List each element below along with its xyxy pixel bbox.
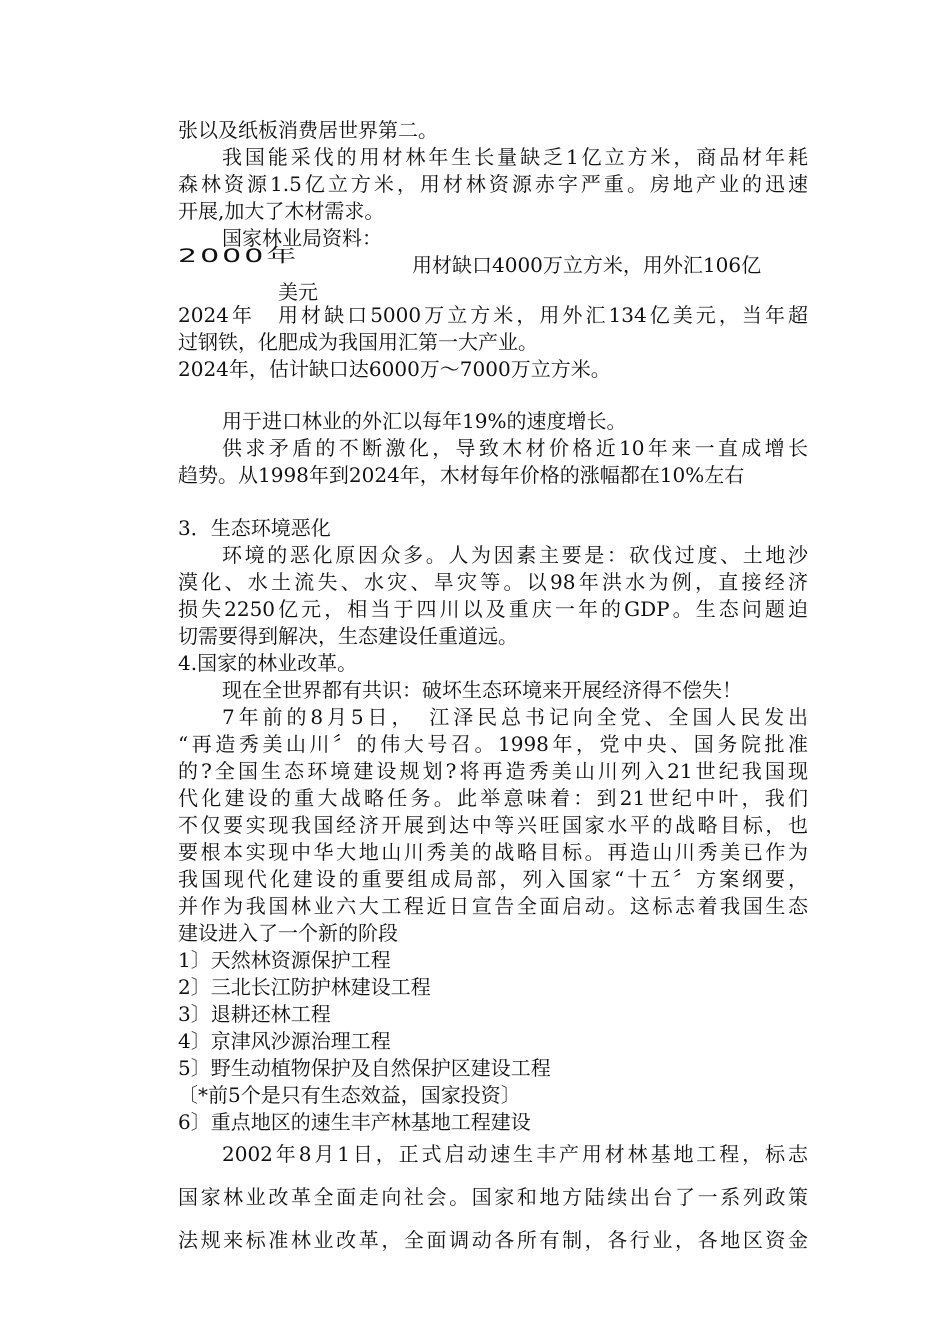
section-heading: 4.国家的林业改革。 xyxy=(178,651,358,675)
list-item: 4〕京津风沙源治理工程 xyxy=(178,1029,391,1053)
text-line: “再造秀美山川〞的伟大号召。1998年，党中央、国务院批准 xyxy=(178,732,808,756)
paragraph-first-line: 环境的恶化原因众多。人为因素主要是：砍伐过度、土地沙 xyxy=(222,543,808,567)
text-line: 要根本实现中华大地山川秀美的战略目标。再造山川秀美已作为 xyxy=(178,840,808,864)
text-line: 代化建设的重大战略任务。此举意味着：到21世纪中叶，我们 xyxy=(178,786,808,810)
text-line: 漠化、水土流失、水灾、旱灾等。以98年洪水为例，直接经济 xyxy=(178,570,808,594)
text-line: 不仅要实现我国经济开展到达中等兴旺国家水平的战略目标，也 xyxy=(178,813,808,837)
text-line: 损失2250亿元，相当于四川以及重庆一年的GDP。生态问题迫 xyxy=(178,597,808,621)
text-line: 建设进入了一个新的阶段 xyxy=(178,921,398,945)
text-line: 国家林业局资料： xyxy=(222,226,382,250)
list-item: 2〕三北长江防护林建设工程 xyxy=(178,975,431,999)
text-line: 我国现代化建设的重要组成局部，列入国家“十五〞方案纲要， xyxy=(178,867,808,891)
text-line: 法规来标准林业改革，全面调动各所有制，各行业，各地区资金 xyxy=(178,1228,808,1252)
text-line: 用材缺口4000万立方米，用外汇106亿 xyxy=(412,253,762,277)
text-line: 开展,加大了木材需求。 xyxy=(178,199,385,223)
text-line: 用于进口林业的外汇以每年19%的速度增长。 xyxy=(222,409,627,433)
text-line: 过钢铁，化肥成为我国用汇第一大产业。 xyxy=(178,330,538,354)
text-line: 2024年 用材缺口5000万立方米，用外汇134亿美元，当年超 xyxy=(178,303,808,327)
list-item: 1〕天然林资源保护工程 xyxy=(178,948,391,972)
list-item: 6〕重点地区的速生丰产林基地工程建设 xyxy=(178,1110,531,1134)
list-item: 5〕野生动植物保护及自然保护区建设工程 xyxy=(178,1056,551,1080)
text-line: 并作为我国林业六大工程近日宣告全面启动。这标志着我国生态 xyxy=(178,894,808,918)
text-line: 2024年，估计缺口达6000万～7000万立方米。 xyxy=(178,357,611,381)
paragraph-first-line: 7年前的8月5日， 江泽民总书记向全党、全国人民发出 xyxy=(222,705,808,729)
text-line: 张以及纸板消费居世界第二。 xyxy=(178,118,438,142)
text-line: 美元 xyxy=(278,280,318,304)
paragraph-first-line: 我国能采伐的用材林年生长量缺乏1亿立方米，商品材年耗 xyxy=(222,145,808,169)
text-line: 趋势。从1998年到2024年，木材每年价格的涨幅都在10%左右 xyxy=(178,463,745,487)
list-note: 〔*前5个是只有生态效益，国家投资〕 xyxy=(178,1083,521,1107)
text-line: 森林资源1.5亿立方米，用材林资源赤字严重。房地产业的迅速 xyxy=(178,172,808,196)
text-line: 的?全国生态环境建设规划?将再造秀美山川列入21世纪我国现 xyxy=(178,759,808,783)
section-heading: 3．生态环境恶化 xyxy=(178,516,331,540)
paragraph-first-line: 2002年8月1日，正式启动速生丰产用材林基地工程，标志 xyxy=(222,1142,808,1166)
list-item: 3〕退耕还林工程 xyxy=(178,1002,331,1026)
text-line: 切需要得到解决，生态建设任重道远。 xyxy=(178,624,518,648)
year-heading-2000: 2000年 xyxy=(178,245,300,267)
text-line: 现在全世界都有共识：破坏生态环境来开展经济得不偿失！ xyxy=(222,678,742,702)
paragraph-first-line: 供求矛盾的不断激化，导致木材价格近10年来一直成增长 xyxy=(222,436,808,460)
text-line: 国家林业改革全面走向社会。国家和地方陆续出台了一系列政策 xyxy=(178,1185,808,1209)
